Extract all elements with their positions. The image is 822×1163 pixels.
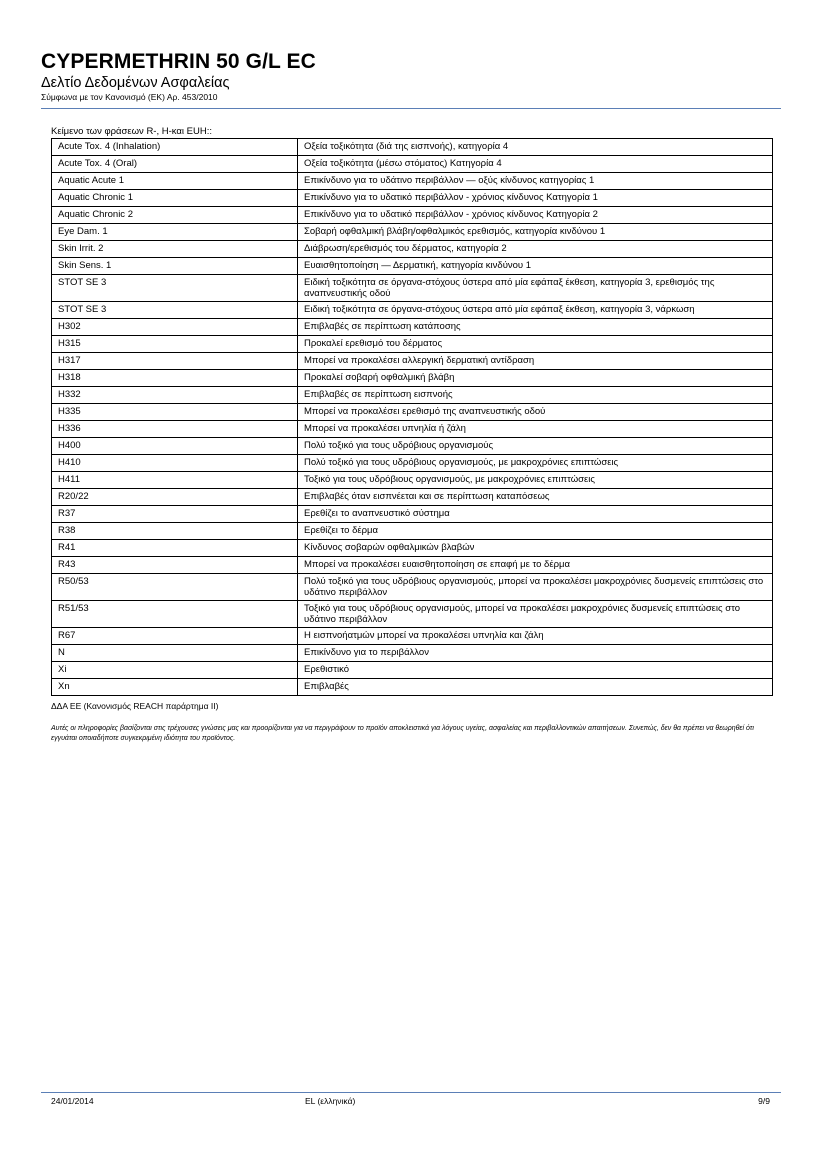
- phrase-code: R67: [52, 628, 298, 645]
- table-row: [52, 258, 773, 275]
- phrase-code: H332: [52, 387, 298, 404]
- phrase-text: Τοξικό για τους υδρόβιους οργανισμούς, με μακροχρόνιες επιπτώσεις: [298, 472, 773, 489]
- table-row: [52, 241, 773, 258]
- phrase-text: Ερεθίζει το αναπνευστικό σύστημα: [298, 506, 773, 523]
- footer-language: EL (ελληνικά): [305, 1096, 356, 1106]
- phrase-code: R43: [52, 557, 298, 574]
- document-subtitle: Δελτίο Δεδομένων Ασφαλείας: [41, 75, 230, 91]
- table-row: [52, 455, 773, 472]
- phrase-code: H411: [52, 472, 298, 489]
- table-row: [52, 139, 773, 156]
- phrase-text: Σοβαρή οφθαλμική βλάβη/οφθαλμικός ερεθισμός, κατηγορία κινδύνου 1: [298, 224, 773, 241]
- header-divider: [41, 108, 781, 109]
- phrase-code: H335: [52, 404, 298, 421]
- table-row: [52, 645, 773, 662]
- disclaimer-text: Αυτές οι πληροφορίες βασίζονται στις τρέχουσες γνώσεις μας και προορίζονται για να περιγράψουν το προϊόν αποκλειστικά για λόγους υγείας, ασφαλείας και περιβαλλοντικών απαιτήσεων. Συνεπώς, δεν θα πρέπει να θεωρηθεί ότι εγγυάται οποιαδήποτε συγκεκριμένη ιδιότητα του προϊόντος.: [51, 725, 754, 742]
- table-row: [52, 173, 773, 190]
- phrase-text: Ειδική τοξικότητα σε όργανα-στόχους ύστερα από μία εφάπαξ έκθεση, κατηγορία 3, ερεθισμός της αναπνευστικής οδού: [298, 275, 773, 302]
- phrase-text: Πολύ τοξικό για τους υδρόβιους οργανισμούς, μπορεί να προκαλέσει μακροχρόνιες δυσμενείς επιπτώσεις στο υδάτινο περιβάλλον: [298, 574, 773, 601]
- phrase-text: Πολύ τοξικό για τους υδρόβιους οργανισμούς: [298, 438, 773, 455]
- phrase-text: Μπορεί να προκαλέσει ευαισθητοποίηση σε επαφή με το δέρμα: [298, 557, 773, 574]
- table-row: [52, 224, 773, 241]
- phrase-code: H315: [52, 336, 298, 353]
- table-row: [52, 404, 773, 421]
- phrase-code: R37: [52, 506, 298, 523]
- phrase-text: Προκαλεί ερεθισμό του δέρματος: [298, 336, 773, 353]
- phrase-code: R41: [52, 540, 298, 557]
- phrase-text: Επικίνδυνο για το περιβάλλον: [298, 645, 773, 662]
- table-row: [52, 662, 773, 679]
- phrases-table: [51, 138, 773, 696]
- table-row: [52, 275, 773, 302]
- phrase-code: Aquatic Acute 1: [52, 173, 298, 190]
- table-row: [52, 628, 773, 645]
- phrase-text: Επιβλαβές σε περίπτωση κατάποσης: [298, 319, 773, 336]
- phrase-text: Οξεία τοξικότητα (μέσω στόματος) Κατηγορία 4: [298, 156, 773, 173]
- phrase-text: Μπορεί να προκαλέσει ερεθισμό της αναπνευστικής οδού: [298, 404, 773, 421]
- phrase-code: Acute Tox. 4 (Inhalation): [52, 139, 298, 156]
- phrase-text: Η εισπνοήατμών μπορεί να προκαλέσει υπνηλία και ζάλη: [298, 628, 773, 645]
- phrase-code: H336: [52, 421, 298, 438]
- annex-note: ΔΔΑ ΕΕ (Κανονισμός REACH παράρτημα II): [51, 701, 219, 711]
- phrase-text: Επικίνδυνο για το υδατικό περιβάλλον - χρόνιος κίνδυνος Κατηγορία 1: [298, 190, 773, 207]
- phrase-text: Ευαισθητοποίηση — Δερματική, κατηγορία κινδύνου 1: [298, 258, 773, 275]
- phrase-text: Μπορεί να προκαλέσει υπνηλία ή ζάλη: [298, 421, 773, 438]
- table-row: [52, 557, 773, 574]
- phrase-code: Xi: [52, 662, 298, 679]
- footer-page-number: 9/9: [758, 1096, 770, 1106]
- footer-divider: [41, 1092, 781, 1093]
- phrase-code: Aquatic Chronic 2: [52, 207, 298, 224]
- table-row: [52, 319, 773, 336]
- table-row: [52, 302, 773, 319]
- phrase-code: H318: [52, 370, 298, 387]
- table-row: [52, 472, 773, 489]
- phrase-code: H317: [52, 353, 298, 370]
- document-header: [41, 50, 781, 103]
- phrase-text: Επιβλαβές: [298, 679, 773, 696]
- table-row: [52, 540, 773, 557]
- table-row: [52, 421, 773, 438]
- table-row: [52, 438, 773, 455]
- phrase-code: R20/22: [52, 489, 298, 506]
- phrase-code: H302: [52, 319, 298, 336]
- footer-date: 24/01/2014: [51, 1096, 94, 1106]
- phrase-code: STOT SE 3: [52, 302, 298, 319]
- phrase-code: R51/53: [52, 601, 298, 628]
- regulation-reference: Σύμφωνα με τον Κανονισμό (ΕΚ) Αρ. 453/2010: [41, 92, 218, 102]
- phrase-code: Acute Tox. 4 (Oral): [52, 156, 298, 173]
- table-row: [52, 489, 773, 506]
- phrase-text: Ερεθίζει το δέρμα: [298, 523, 773, 540]
- phrase-code: STOT SE 3: [52, 275, 298, 302]
- table-row: [52, 370, 773, 387]
- phrase-code: N: [52, 645, 298, 662]
- phrase-code: Skin Irrit. 2: [52, 241, 298, 258]
- phrase-text: Κίνδυνος σοβαρών οφθαλμικών βλαβών: [298, 540, 773, 557]
- table-row: [52, 190, 773, 207]
- table-row: [52, 207, 773, 224]
- phrase-code: H410: [52, 455, 298, 472]
- phrase-code: Eye Dam. 1: [52, 224, 298, 241]
- table-row: [52, 523, 773, 540]
- section-label: Κείμενο των φράσεων R-, H-και EUH::: [51, 126, 212, 137]
- phrase-code: Aquatic Chronic 1: [52, 190, 298, 207]
- phrases-table-body: [52, 139, 773, 696]
- phrase-text: Επιβλαβές σε περίπτωση εισπνοής: [298, 387, 773, 404]
- table-row: [52, 506, 773, 523]
- phrase-text: Διάβρωση/ερεθισμός του δέρματος, κατηγορία 2: [298, 241, 773, 258]
- phrase-text: Ειδική τοξικότητα σε όργανα-στόχους ύστερα από μία εφάπαξ έκθεση, κατηγορία 3, νάρκωση: [298, 302, 773, 319]
- phrase-text: Επιβλαβές όταν εισπνέεται και σε περίπτωση καταπόσεως: [298, 489, 773, 506]
- phrase-text: Επικίνδυνο για το υδάτινο περιβάλλον — οξύς κίνδυνος κατηγορίας 1: [298, 173, 773, 190]
- table-row: [52, 353, 773, 370]
- table-row: [52, 336, 773, 353]
- phrase-code: H400: [52, 438, 298, 455]
- product-title: CYPERMETHRIN 50 G/L EC: [41, 50, 316, 73]
- table-row: [52, 601, 773, 628]
- phrase-text: Μπορεί να προκαλέσει αλλεργική δερματική αντίδραση: [298, 353, 773, 370]
- phrase-text: Οξεία τοξικότητα (διά της εισπνοής), κατηγορία 4: [298, 139, 773, 156]
- phrase-code: R38: [52, 523, 298, 540]
- phrase-text: Ερεθιστικό: [298, 662, 773, 679]
- phrase-text: Επικίνδυνο για το υδατικό περιβάλλον - χρόνιος κίνδυνος Κατηγορία 2: [298, 207, 773, 224]
- table-row: [52, 387, 773, 404]
- table-row: [52, 156, 773, 173]
- phrase-text: Πολύ τοξικό για τους υδρόβιους οργανισμούς, με μακροχρόνιες επιπτώσεις: [298, 455, 773, 472]
- table-row: [52, 679, 773, 696]
- phrase-text: Τοξικό για τους υδρόβιους οργανισμούς, μπορεί να προκαλέσει μακροχρόνιες δυσμενείς επιπτώσεις στο υδάτινο περιβάλλον: [298, 601, 773, 628]
- phrase-code: Skin Sens. 1: [52, 258, 298, 275]
- phrase-code: Xn: [52, 679, 298, 696]
- table-row: [52, 574, 773, 601]
- phrase-code: R50/53: [52, 574, 298, 601]
- phrase-text: Προκαλεί σοβαρή οφθαλμική βλάβη: [298, 370, 773, 387]
